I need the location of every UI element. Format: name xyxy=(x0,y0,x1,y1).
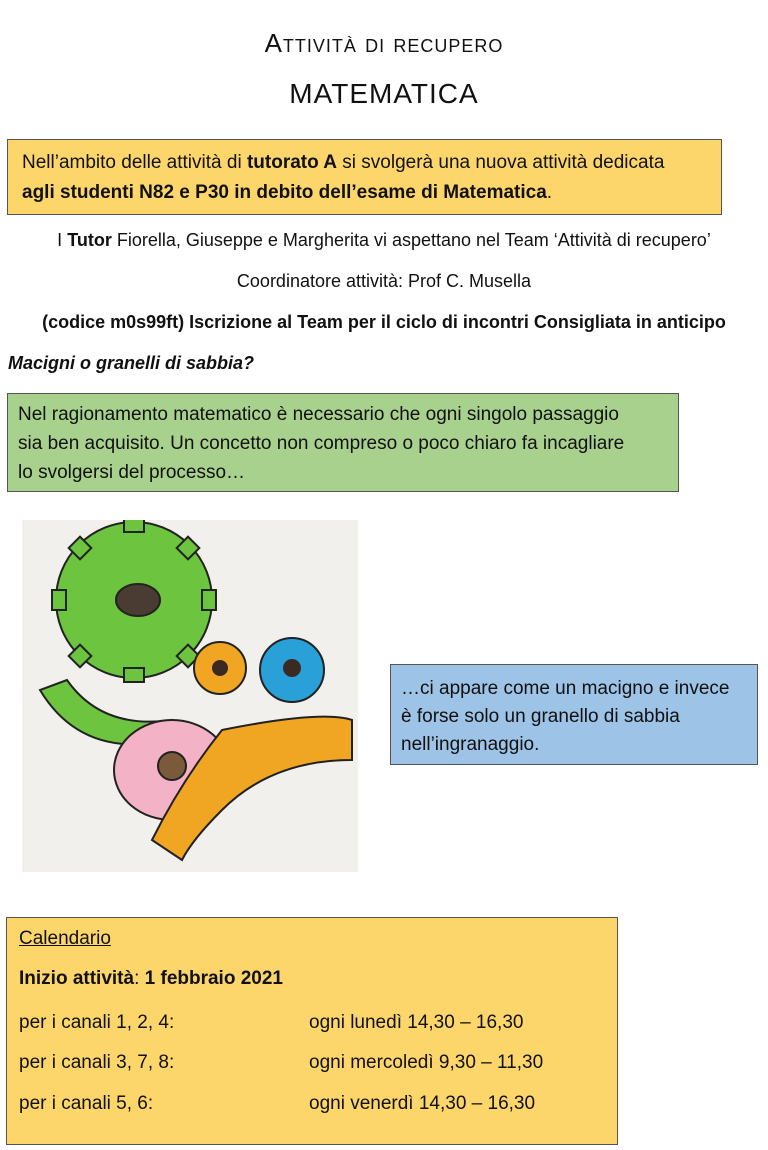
tutors-text-1: I xyxy=(57,230,68,250)
schedule-when: ogni mercoledì 9,30 – 11,30 xyxy=(309,1052,544,1073)
green-box-line-2: sia ben acquisito. Un concetto non compreso o poco chiaro fa incagliare xyxy=(18,433,625,454)
coordinator-line: Coordinatore attività: Prof C. Musella xyxy=(236,271,532,291)
schedule-row xyxy=(19,1052,599,1074)
section-subheading: Macigni o granelli di sabbia? xyxy=(8,353,255,373)
tutors-text-3: Fiorella, Giuseppe e Margherita vi aspettano nel Team ‘Attività di recupero’ xyxy=(111,230,711,250)
orange-gear xyxy=(194,642,246,694)
page-subtitle: MATEMATICA xyxy=(289,78,479,109)
calendar-heading: Calendario xyxy=(19,928,111,949)
start-label: Inizio attività xyxy=(19,968,135,989)
intro-text-4: agli studenti N82 e P30 in debito dell’esame di Matematica xyxy=(22,182,547,203)
green-gear xyxy=(52,520,216,682)
intro-text-5: . xyxy=(546,182,553,203)
green-box-line-1: Nel ragionamento matematico è necessario che ogni singolo passaggio xyxy=(18,404,619,425)
gears-illustration xyxy=(22,520,358,872)
intro-text-3: si svolgerà una nuova attività dedicata xyxy=(337,152,665,173)
intro-text-1: Nell’ambito delle attività di xyxy=(22,152,247,173)
registration-line: (codice m0s99ft) Iscrizione al Team per il ciclo di incontri Consigliata in anticipo xyxy=(42,312,726,332)
start-line xyxy=(19,968,283,990)
schedule-channels: per i canali 3, 7, 8: xyxy=(19,1052,175,1073)
schedule-when: ogni venerdì 14,30 – 16,30 xyxy=(309,1093,536,1114)
tutors-line xyxy=(0,230,768,251)
start-date: 1 febbraio 2021 xyxy=(144,968,283,989)
blue-gear xyxy=(260,638,324,702)
blue-box-line-3: nell’ingranaggio. xyxy=(401,734,540,755)
schedule-row xyxy=(19,1093,599,1115)
gears-drawing xyxy=(22,520,358,872)
schedule-row xyxy=(19,1012,599,1034)
green-box-line-3: lo svolgersi del processo… xyxy=(18,462,246,483)
start-sep: : xyxy=(134,968,145,989)
intro-box xyxy=(7,139,722,215)
tutors-text-2: Tutor xyxy=(67,230,112,250)
green-box xyxy=(7,393,679,492)
blue-box-line-1: …ci appare come un macigno e invece xyxy=(401,678,730,699)
page-title: Attività di recupero xyxy=(264,28,504,58)
schedule-when: ogni lunedì 14,30 – 16,30 xyxy=(309,1012,524,1033)
blue-box xyxy=(390,664,758,765)
schedule-channels: per i canali 5, 6: xyxy=(19,1093,154,1114)
intro-text-2: tutorato A xyxy=(246,152,338,173)
calendar-box xyxy=(6,917,618,1145)
schedule-channels: per i canali 1, 2, 4: xyxy=(19,1012,175,1033)
blue-box-line-2: è forse solo un granello di sabbia xyxy=(401,706,680,727)
